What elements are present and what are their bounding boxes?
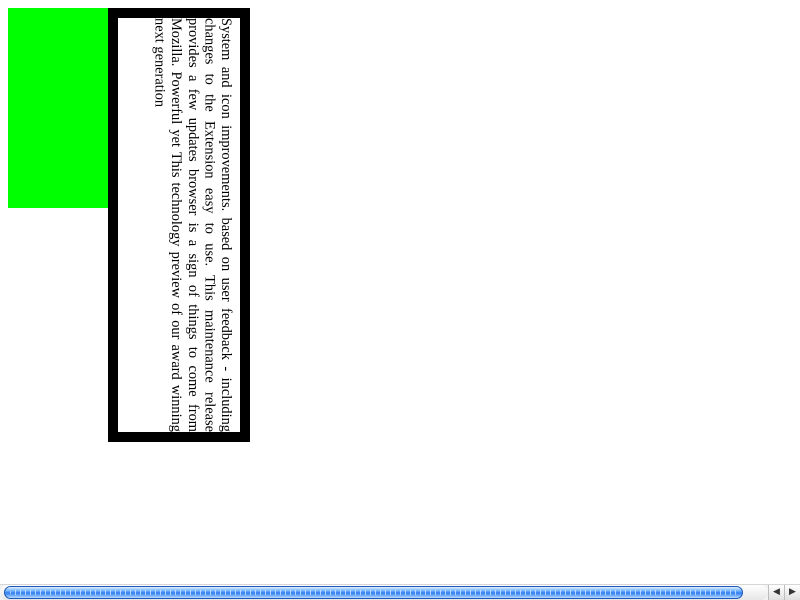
scroll-thumb[interactable] [4,586,743,599]
scroll-left-icon[interactable]: ◀ [768,585,784,600]
vertical-text-panel [118,18,240,432]
vertical-text-frame [108,8,250,442]
scroll-right-icon[interactable]: ▶ [784,585,800,600]
scroll-track[interactable] [0,585,768,600]
vertical-paragraph: System and icon improvements. based on user feedback - including changes to the Extension easy to use. This maintenance release provides a few updates browser is a sign of things to come from Mozilla. Powerful yet This technology preview of our award winning next generation [151,18,234,432]
horizontal-scrollbar[interactable] [0,584,800,600]
green-block [8,8,108,208]
